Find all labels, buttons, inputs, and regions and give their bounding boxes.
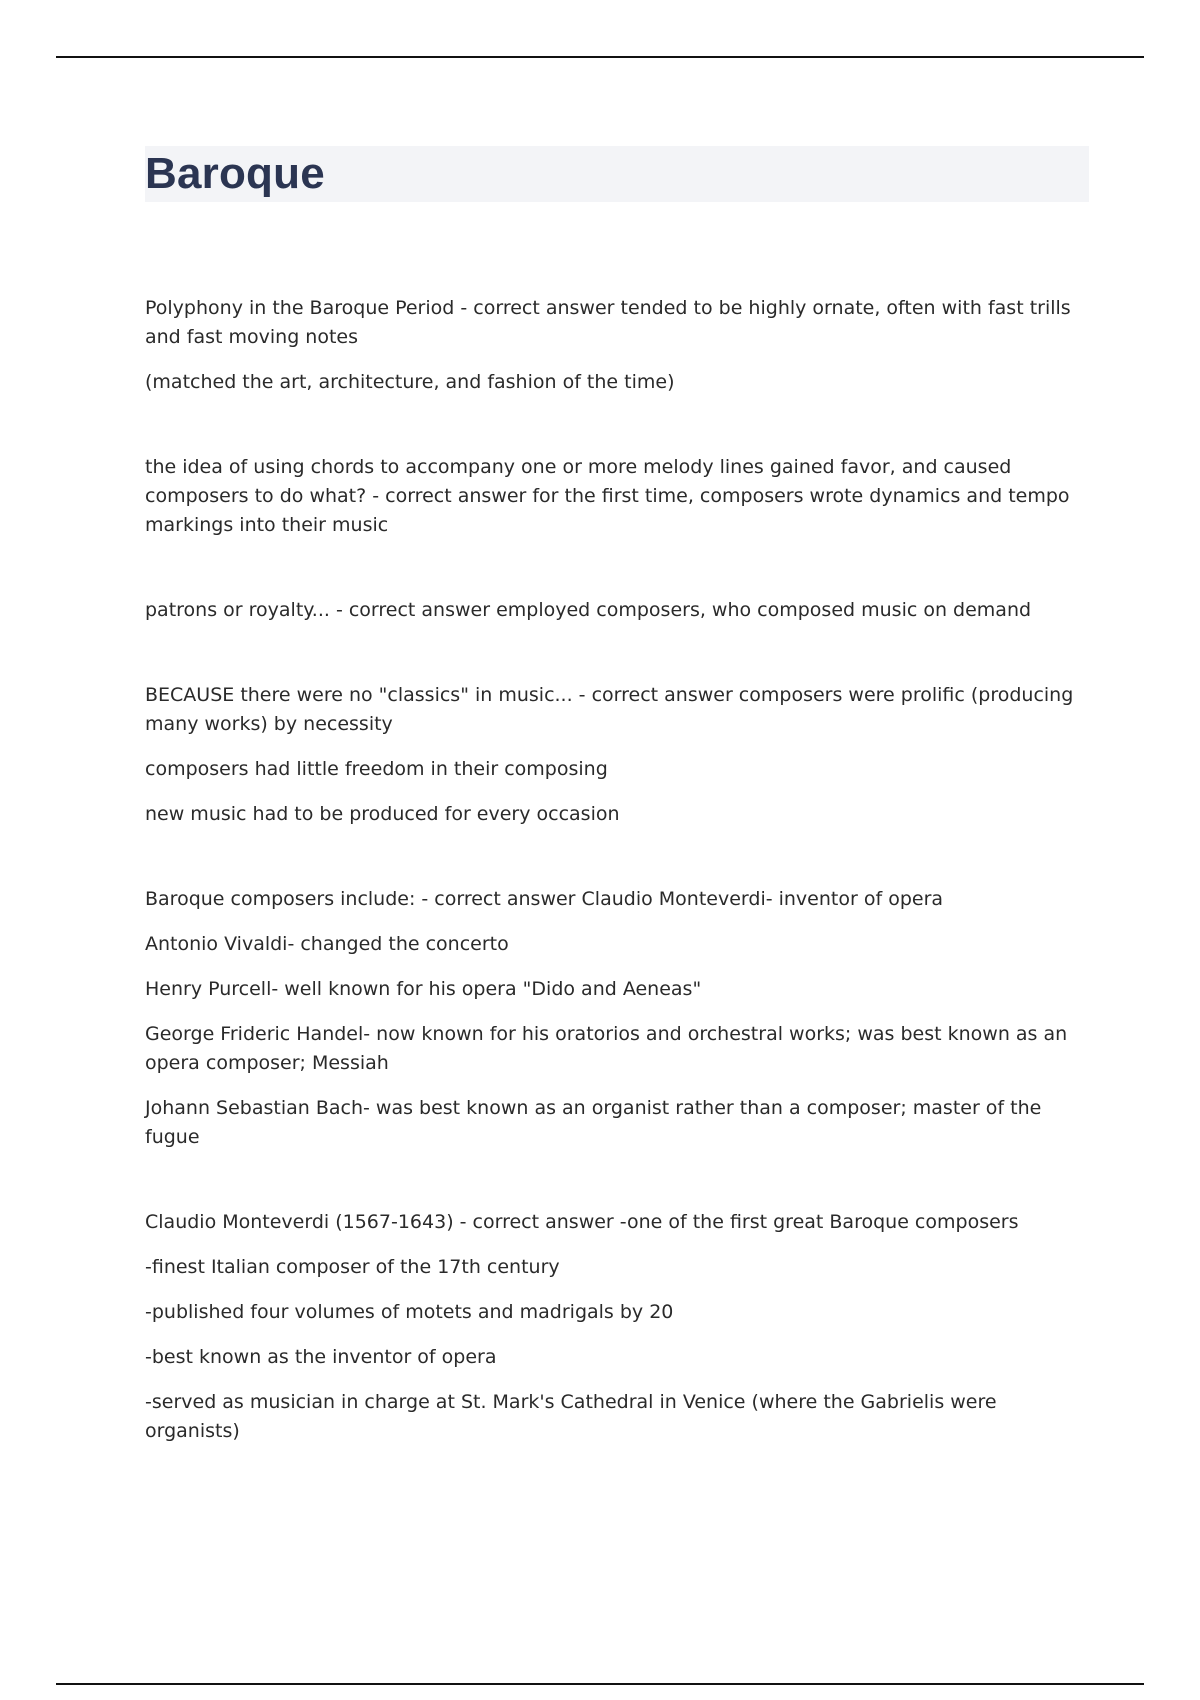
entry-text: Johann Sebastian Bach- was best known as an organist rather than a composer; master of the fugue [145,1097,1042,1148]
entry-text: -best known as the inventor of opera [145,1346,497,1368]
entry-text: patrons or royalty... - correct answer employed composers, who composed music on demand [145,599,1032,621]
title-banner [145,146,1089,202]
page-title: Baroque [145,149,325,198]
entry-text: Henry Purcell- well known for his opera "Dido and Aeneas" [145,978,702,1000]
document-body [145,146,1089,1502]
entry-text: -served as musician in charge at St. Mark's Cathedral in Venice (where the Gabrielis were organists) [145,1391,997,1442]
flashcard-entry [145,885,1089,1152]
entry-text: -published four volumes of motets and madrigals by 20 [145,1301,674,1323]
entry-text: George Frideric Handel- now known for his oratorios and orchestral works; was best known as an opera composer; Messiah [145,1023,1068,1074]
entry-text: Claudio Monteverdi (1567-1643) - correct answer -one of the first great Baroque composers [145,1211,1019,1233]
flashcard-entry [145,294,1089,397]
entry-text: new music had to be produced for every occasion [145,803,620,825]
entry-text: composers had little freedom in their composing [145,758,608,780]
entry-text: Antonio Vivaldi- changed the concerto [145,933,509,955]
entry-text: Baroque composers include: - correct answer Claudio Monteverdi- inventor of opera [145,888,944,910]
flashcard-entry [145,1208,1089,1446]
top-divider [56,56,1144,58]
flashcard-list [145,294,1089,1446]
flashcard-entry [145,596,1089,625]
entry-text: -finest Italian composer of the 17th century [145,1256,560,1278]
flashcard-entry [145,453,1089,540]
entry-text: the idea of using chords to accompany one or more melody lines gained favor, and caused composers to do what? - correct answer for the first time, composers wrote dynamics and tempo markings into their music [145,456,1070,536]
bottom-divider [56,1683,1144,1685]
entry-text: Polyphony in the Baroque Period - correct answer tended to be highly ornate, often with fast trills and fast moving notes [145,297,1071,348]
entry-text: (matched the art, architecture, and fashion of the time) [145,371,675,393]
entry-text: BECAUSE there were no "classics" in music... - correct answer composers were prolific (producing many works) by necessity [145,684,1074,735]
flashcard-entry [145,681,1089,829]
